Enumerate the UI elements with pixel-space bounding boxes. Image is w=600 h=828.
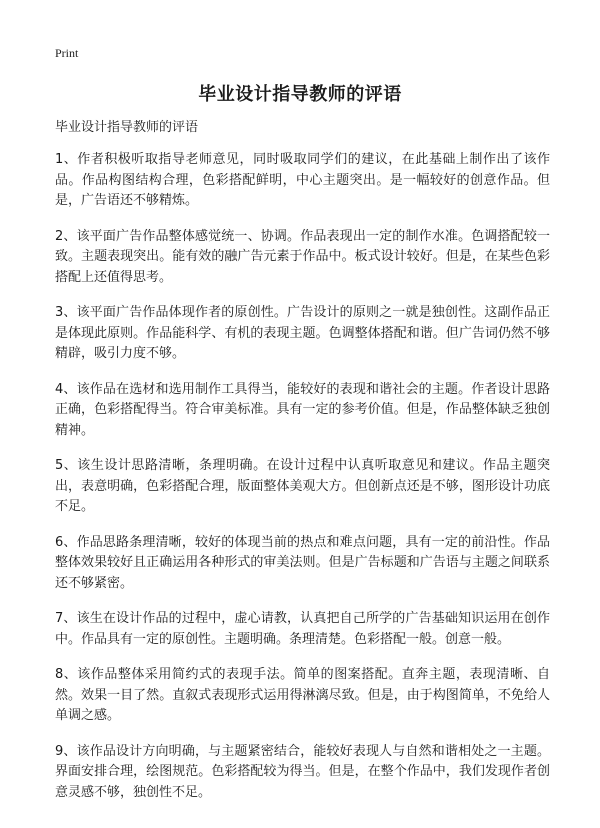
comment-paragraph-2: 2、该平面广告作品整体感觉统一、协调。作品表现出一定的制作水准。色调搭配较一致。主题表现突出。能有效的融广告元素于作品中。板式设计较好。但是，在某些色彩搭配上还值得思考。: [55, 228, 550, 285]
comment-paragraph-4: 4、该作品在选材和选用制作工具得当，能较好的表现和谐社会的主题。作者设计思路正确，色彩搭配得当。符合审美标准。具有一定的参考价值。但是，作品整体缺乏独创精神。: [55, 381, 550, 438]
print-link[interactable]: Print: [55, 46, 79, 60]
comment-paragraph-7: 7、该生在设计作品的过程中，虚心请教，认真把自己所学的广告基础知识运用在创作中。作品具有一定的原创性。主题明确。条理清楚。色彩搭配一般。创意一般。: [55, 611, 550, 647]
document-body: [55, 118, 550, 818]
comment-paragraph-3: 3、该平面广告作品体现作者的原创性。广告设计的原则之一就是独创性。这副作品正是体现此原则。作品能科学、有机的表现主题。色调整体搭配和谐。但广告词仍然不够精辟，吸引力度不够。: [55, 305, 550, 361]
comment-paragraph-6: 6、作品思路条理清晰，较好的体现当前的热点和难点问题，具有一定的前沿性。作品整体效果较好且正确运用各种形式的审美法则。但是广告标题和广告语与主题之间联系还不够紧密。: [55, 534, 550, 591]
comment-paragraph-8: 8、该作品整体采用简约式的表现手法。简单的图案搭配。直奔主题，表现清晰、自然。效果一目了然。直叙式表现形式运用得淋漓尽致。但是，由于构图简单，不免给人单调之感。: [55, 667, 550, 723]
comment-paragraph-1: 1、作者积极听取指导老师意见，同时吸取同学们的建议，在此基础上制作出了该作品。作品构图结构合理，色彩搭配鲜明，中心主题突出。是一幅较好的创意作品。但是，广告语还不够精炼。: [55, 152, 550, 208]
comment-paragraph-9: 9、该作品设计方向明确，与主题紧密结合，能较好表现人与自然和谐相处之一主题。界面安排合理，绘图规范。色彩搭配较为得当。但是，在整个作品中，我们发现作者创意灵感不够，独创性不足。: [55, 743, 550, 800]
document-subtitle: 毕业设计指导教师的评语: [55, 120, 199, 135]
comment-paragraph-5: 5、该生设计思路清晰，条理明确。在设计过程中认真听取意见和建议。作品主题突出，表意明确，色彩搭配合理，版面整体美观大方。但创新点还是不够，图形设计功底不足。: [55, 458, 550, 514]
page-title: 毕业设计指导教师的评语: [198, 84, 402, 105]
